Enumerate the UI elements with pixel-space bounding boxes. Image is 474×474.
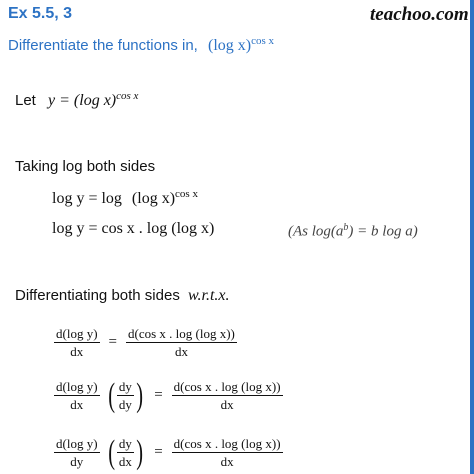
rhs-fraction: $\frac{\text{d(cos x . log (log x))}}{dx}$ (128, 326, 235, 359)
derivative-equation-2: $\frac{\text{d(log y)}}{dx}$ ( $\frac{dy}{dy}$ ) = $\frac{\text{d(cos x . log (log x))}}{dx}$ (56, 376, 281, 414)
differentiating-heading: Differentiating both sides w.r.t.x. (15, 287, 230, 304)
chain-rule-factor: ( $\frac{dy}{dy}$ ) (107, 376, 143, 414)
lhs-fraction: $\frac{\text{d(log y)}}{dy}$ (56, 436, 98, 469)
right-accent-bar (470, 0, 474, 474)
let-statement: Let y = (log x)$^{cos x}$ (15, 90, 139, 110)
lhs-fraction: $\frac{\text{d(log y)}}{dx}$ (56, 379, 98, 412)
taking-log-heading: Taking log both sides (15, 158, 156, 175)
brand-logo: teachoo.com (370, 4, 469, 25)
question-text: Differentiate the functions in, (log x)$^{cos x}$ (8, 35, 275, 55)
rhs-fraction: $\frac{\text{d(cos x . log (log x))}}{dx}$ (173, 436, 281, 469)
log-rule-note: (As $\log(a^b) = b$ log a) (288, 222, 418, 240)
chain-rule-factor: ( $\frac{dy}{dx}$ ) (107, 433, 143, 471)
derivative-equation-3: $\frac{\text{d(log y)}}{dy}$ ( $\frac{dy}{dx}$ ) = $\frac{\text{d(cos x . log (log x))}}{dx}$ (56, 433, 281, 471)
rhs-fraction: $\frac{\text{d(cos x . log (log x))}}{dx}$ (173, 379, 281, 412)
step1-equation: log y = log (log x)$^{cos x}$ (52, 188, 198, 208)
step2-equation: log y = cos x . log (log x) (52, 220, 215, 237)
exercise-title: Ex 5.5, 3 (8, 5, 73, 22)
derivative-equation-1: $\frac{\text{d(log y)}}{dx}$ = $\frac{\text{d(cos x . log (log x))}}{dx}$ (56, 326, 235, 359)
lhs-fraction: $\frac{\text{d(log y)}}{dx}$ (56, 326, 98, 359)
